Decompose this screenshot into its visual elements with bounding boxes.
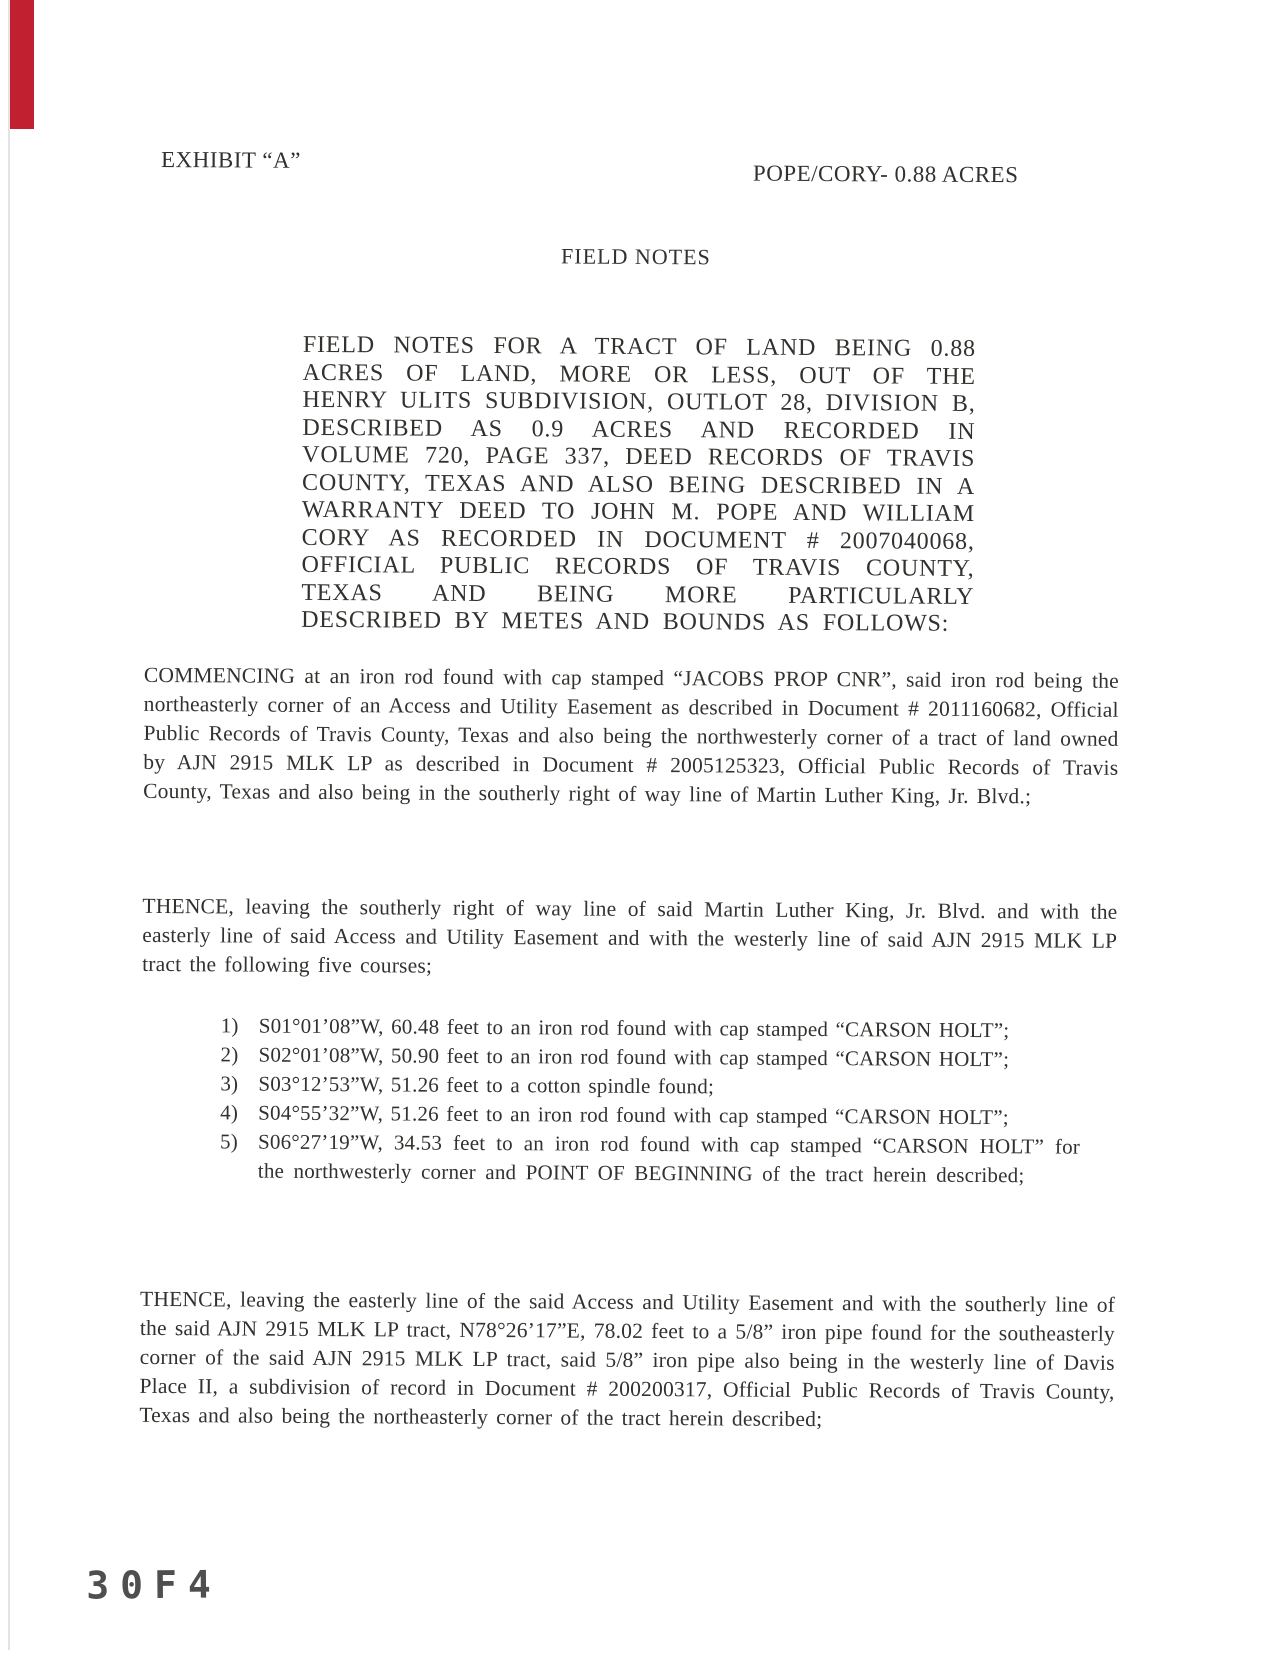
course-text: S04°55’32”W, 51.26 feet to an iron rod found with cap stamped “CARSON HOLT”; [258, 1100, 1009, 1130]
paragraph-commencing: COMMENCING at an iron rod found with cap stamped “JACOBS PROP CNR”, said iron rod being the northeasterly corner of an Access and Utility Easement as described in Document # 2011160682, Official Public Records of Travis County, Texas and also being the northwesterly corner of a tract of land owned by AJN 2915 MLK LP as described in Document # 2005125323, Official Public Records of Travis County, Texas and also being in the southerly right of way line of Martin Luther King, Jr. Blvd.; [143, 662, 1119, 809]
exhibit-label: EXHIBIT “A” [160, 146, 301, 173]
handwritten-page-number: 30F4 [86, 1562, 223, 1608]
course-text: S02°01’08”W, 50.90 feet to an iron rod found with cap stamped “CARSON HOLT”; [258, 1042, 1010, 1072]
course-number: 1) [220, 1013, 239, 1038]
paragraph-thence-intro: THENCE, leaving the southerly right of way line of said Martin Luther King, Jr. Blvd. and with the easterly line of said Access and Utility Easement and with the westerly line of said AJN 2915 MLK LP tract the following five courses; [142, 893, 1118, 978]
course-number: 4) [220, 1100, 239, 1125]
course-text: S01°01’08”W, 60.48 feet to an iron rod found with cap stamped “CARSON HOLT”; [258, 1013, 1010, 1043]
course-text: S03°12’53”W, 51.26 feet to a cotton spindle found; [258, 1071, 715, 1099]
project-label: POPE/CORY- 0.88 ACRES [752, 160, 1019, 188]
course-item [220, 1127, 1080, 1190]
course-text: S06°27’19”W, 34.53 feet to an iron rod found with cap stamped “CARSON HOLT” for the northwesterly corner and POINT OF BEGINNING of the tract herein described; [257, 1129, 1081, 1188]
tract-description-block: FIELD NOTES FOR A TRACT OF LAND BEING 0.88 ACRES OF LAND, MORE OR LESS, OUT OF THE HENRY ULITS SUBDIVISION, OUTLOT 28, DIVISION B, DESCRIBED AS 0.9 ACRES AND RECORDED IN VOLUME 720, PAGE 337, DEED RECORDS OF TRAVIS COUNTY, TEXAS AND ALSO BEING DESCRIBED IN A WARRANTY DEED TO JOHN M. POPE AND WILLIAM CORY AS RECORDED IN DOCUMENT # 2007040068, OFFICIAL PUBLIC RECORDS OF TRAVIS COUNTY, TEXAS AND BEING MORE PARTICULARLY DESCRIBED BY METES AND BOUNDS AS FOLLOWS: [301, 331, 976, 637]
course-number: 3) [220, 1071, 239, 1096]
document-title: FIELD NOTES [561, 243, 711, 270]
course-number: 2) [220, 1042, 239, 1067]
course-number: 5) [219, 1129, 239, 1154]
paragraph-thence-closing: THENCE, leaving the easterly line of the said Access and Utility Easement and with the southerly line of the said AJN 2915 MLK LP tract, N78°26’17”E, 78.02 feet to a 5/8” iron pipe found for the southeasterly corner of the said AJN 2915 MLK LP tract, said 5/8” iron pipe also being in the westerly line of Davis Place II, a subdivision of record in Document # 200200317, Official Public Records of Travis County, Texas and also being the northeasterly corner of the tract herein described; [139, 1286, 1116, 1432]
course-list [220, 1011, 1081, 1190]
